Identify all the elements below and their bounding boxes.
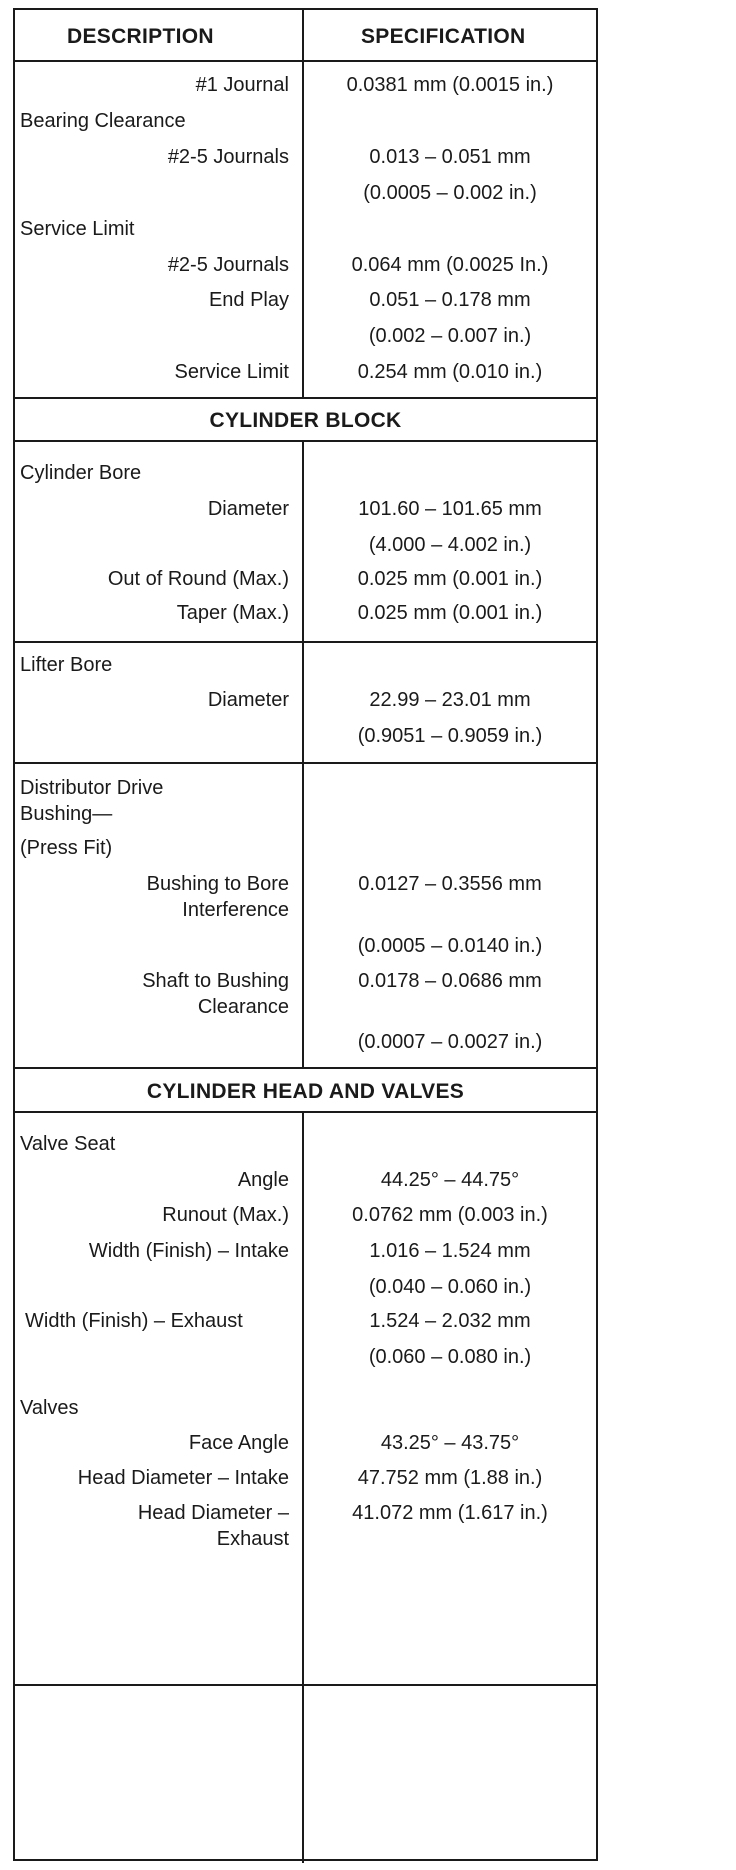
lifter-diameter-spec: 22.99 – 23.01 mm — [369, 689, 531, 711]
width-intake-label: Width (Finish) – Intake — [88, 1240, 289, 1262]
journals-2-5-label: #2-5 Journals — [167, 146, 289, 168]
width-intake-spec: 1.016 – 1.524 mm — [369, 1240, 531, 1262]
face-angle-label: Face Angle — [188, 1432, 289, 1454]
out-of-round-label: Out of Round (Max.) — [107, 568, 289, 590]
seat-angle-spec: 44.25° – 44.75° — [380, 1169, 520, 1191]
description-header: DESCRIPTION — [67, 25, 214, 48]
group-rule — [15, 762, 596, 764]
section-rule — [15, 1111, 596, 1113]
bushing-to-bore-spec-in: (0.0005 – 0.0140 in.) — [357, 935, 543, 957]
valve-seat-label: Valve Seat — [20, 1133, 116, 1155]
lifter-diameter-spec-in: (0.9051 – 0.9059 in.) — [357, 725, 543, 747]
shaft-to-bushing-spec: 0.0178 – 0.0686 mm — [358, 970, 542, 992]
end-play-spec: 0.051 – 0.178 mm — [369, 289, 531, 311]
head-diameter-intake-spec: 47.752 mm (1.88 in.) — [357, 1467, 543, 1489]
service-limit-label: Service Limit — [20, 218, 135, 240]
end-play-spec-in: (0.002 – 0.007 in.) — [368, 325, 532, 347]
valves-label: Valves — [20, 1397, 79, 1419]
bore-diameter-spec-in: (4.000 – 4.002 in.) — [368, 534, 532, 556]
head-diameter-exhaust-label: Head Diameter – Exhaust — [137, 1502, 289, 1550]
width-exhaust-spec: 1.524 – 2.032 mm — [369, 1310, 531, 1332]
bushing-to-bore-spec: 0.0127 – 0.3556 mm — [358, 873, 542, 895]
section-rule — [15, 1067, 596, 1069]
bushing-to-bore-label: Bushing to Bore Interference — [146, 873, 289, 921]
section-rule — [15, 440, 596, 442]
shaft-to-bushing-label: Shaft to Bushing Clearance — [142, 970, 289, 1018]
section-rule — [15, 397, 596, 399]
shaft-to-bushing-spec-in: (0.0007 – 0.0027 in.) — [357, 1031, 543, 1053]
end-play-label: End Play — [208, 289, 289, 311]
service-limit-journals-label: #2-5 Journals — [167, 254, 289, 276]
lifter-bore-label: Lifter Bore — [20, 654, 113, 676]
head-diameter-intake-label: Head Diameter – Intake — [77, 1467, 289, 1489]
journals-2-5-spec: 0.013 – 0.051 mm — [369, 146, 531, 168]
end-play-service-limit-spec: 0.254 mm (0.010 in.) — [357, 361, 543, 383]
width-exhaust-spec-in: (0.060 – 0.080 in.) — [368, 1346, 532, 1368]
journal-1-spec: 0.0381 mm (0.0015 in.) — [346, 74, 554, 96]
face-angle-spec: 43.25° – 43.75° — [380, 1432, 520, 1454]
spec-table — [13, 8, 598, 1861]
header-rule — [15, 60, 596, 62]
taper-spec: 0.025 mm (0.001 in.) — [357, 602, 543, 624]
distributor-drive-label: Distributor Drive Bushing— — [20, 777, 164, 825]
cylinder-head-title: CYLINDER HEAD AND VALVES — [146, 1080, 465, 1103]
group-rule — [15, 641, 596, 643]
group-rule — [15, 1684, 596, 1686]
taper-label: Taper (Max.) — [176, 602, 289, 624]
out-of-round-spec: 0.025 mm (0.001 in.) — [357, 568, 543, 590]
cylinder-block-title: CYLINDER BLOCK — [209, 409, 402, 432]
specification-header: SPECIFICATION — [361, 25, 526, 48]
runout-label: Runout (Max.) — [162, 1204, 289, 1226]
bore-diameter-spec: 101.60 – 101.65 mm — [358, 498, 542, 520]
lifter-diameter-label: Diameter — [207, 689, 289, 711]
seat-angle-label: Angle — [237, 1169, 289, 1191]
press-fit-label: (Press Fit) — [20, 837, 113, 859]
end-play-service-limit-label: Service Limit — [174, 361, 289, 383]
service-limit-journals-spec: 0.064 mm (0.0025 In.) — [351, 254, 549, 276]
head-diameter-exhaust-spec: 41.072 mm (1.617 in.) — [352, 1502, 548, 1524]
journals-2-5-spec-in: (0.0005 – 0.002 in.) — [363, 182, 537, 204]
width-intake-spec-in: (0.040 – 0.060 in.) — [368, 1276, 532, 1298]
journal-1-label: #1 Journal — [195, 74, 289, 96]
bearing-clearance-label: Bearing Clearance — [20, 110, 186, 132]
runout-spec: 0.0762 mm (0.003 in.) — [352, 1204, 548, 1226]
width-exhaust-label: Width (Finish) – Exhaust — [25, 1310, 243, 1332]
cylinder-bore-label: Cylinder Bore — [20, 462, 142, 484]
bore-diameter-label: Diameter — [207, 498, 289, 520]
